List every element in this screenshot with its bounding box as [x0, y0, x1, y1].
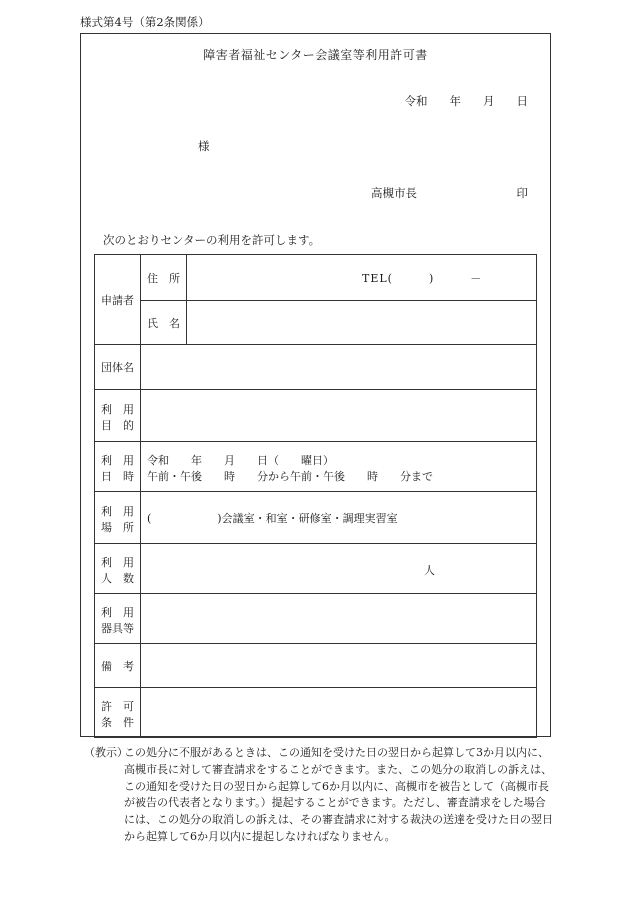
datetime-field[interactable]	[141, 442, 537, 492]
intro-text: 次のとおりセンターの利用を許可します。	[103, 233, 321, 247]
conditions-field[interactable]	[141, 688, 537, 738]
name-label: 氏 名	[141, 301, 187, 345]
address-label: 住 所	[141, 255, 187, 301]
place-field[interactable]: ( )会議室・和室・研修室・調理実習室	[141, 492, 537, 544]
name-field[interactable]	[187, 301, 537, 345]
count-label: 利 用 人 数	[95, 544, 141, 594]
place-label: 利 用 場 所	[95, 492, 141, 544]
group-field[interactable]	[141, 345, 537, 390]
datetime-time: 午前・午後 時 分から午前・午後 時 分まで	[147, 470, 433, 483]
count-field[interactable]	[141, 544, 537, 594]
datetime-label: 利 用 日 時	[95, 442, 141, 492]
date-line	[405, 93, 529, 109]
purpose-field[interactable]	[141, 390, 537, 442]
issuer-name: 高槻市長	[371, 186, 417, 200]
remarks-label: 備 考	[95, 644, 141, 688]
remarks-field[interactable]	[141, 644, 537, 688]
legal-notice	[84, 745, 554, 846]
seal-mark: 印	[516, 186, 528, 200]
applicant-label: 申請者	[95, 255, 141, 345]
group-label: 団体名	[95, 345, 141, 390]
document-title: 障害者福祉センター会議室等利用許可書	[203, 48, 428, 62]
addressee-suffix: 様	[198, 139, 210, 153]
date-year: 年	[449, 94, 461, 108]
notice-body: この処分に不服があるときは、この通知を受けた日の翌日から起算して3か月以内に、高槻市長に対して審査請求をすることができます。また、この処分の取消しの訴えは、この通知を受けた日の翌日から起算して6か月以内に、高槻市を被告として（高槻市長が被告の代表者となります。）提起することができます。ただし、審査請求をした場合には、この処分の取消しの訴えは、その審査請求に対する裁決の送達を受けた日の翌日から起算して6か月以内に提起しなければなりません。	[124, 746, 553, 843]
equipment-label: 利 用 器具等	[95, 594, 141, 644]
date-day: 日	[516, 94, 528, 108]
notice-heading: （教示）	[84, 746, 128, 759]
conditions-label: 許 可 条 件	[95, 688, 141, 738]
date-month: 月	[483, 94, 495, 108]
address-field[interactable]	[187, 255, 537, 301]
tel-label: TEL( ) －	[362, 271, 483, 285]
form-number: 様式第4号（第2条関係）	[80, 15, 210, 29]
datetime-date: 令和 年 月 日（ 曜日）	[147, 454, 334, 467]
purpose-label: 利 用 目 的	[95, 390, 141, 442]
equipment-field[interactable]	[141, 594, 537, 644]
permit-document	[80, 33, 551, 737]
date-era: 令和	[404, 94, 428, 108]
permit-table	[94, 254, 537, 738]
count-unit: 人	[424, 563, 435, 577]
